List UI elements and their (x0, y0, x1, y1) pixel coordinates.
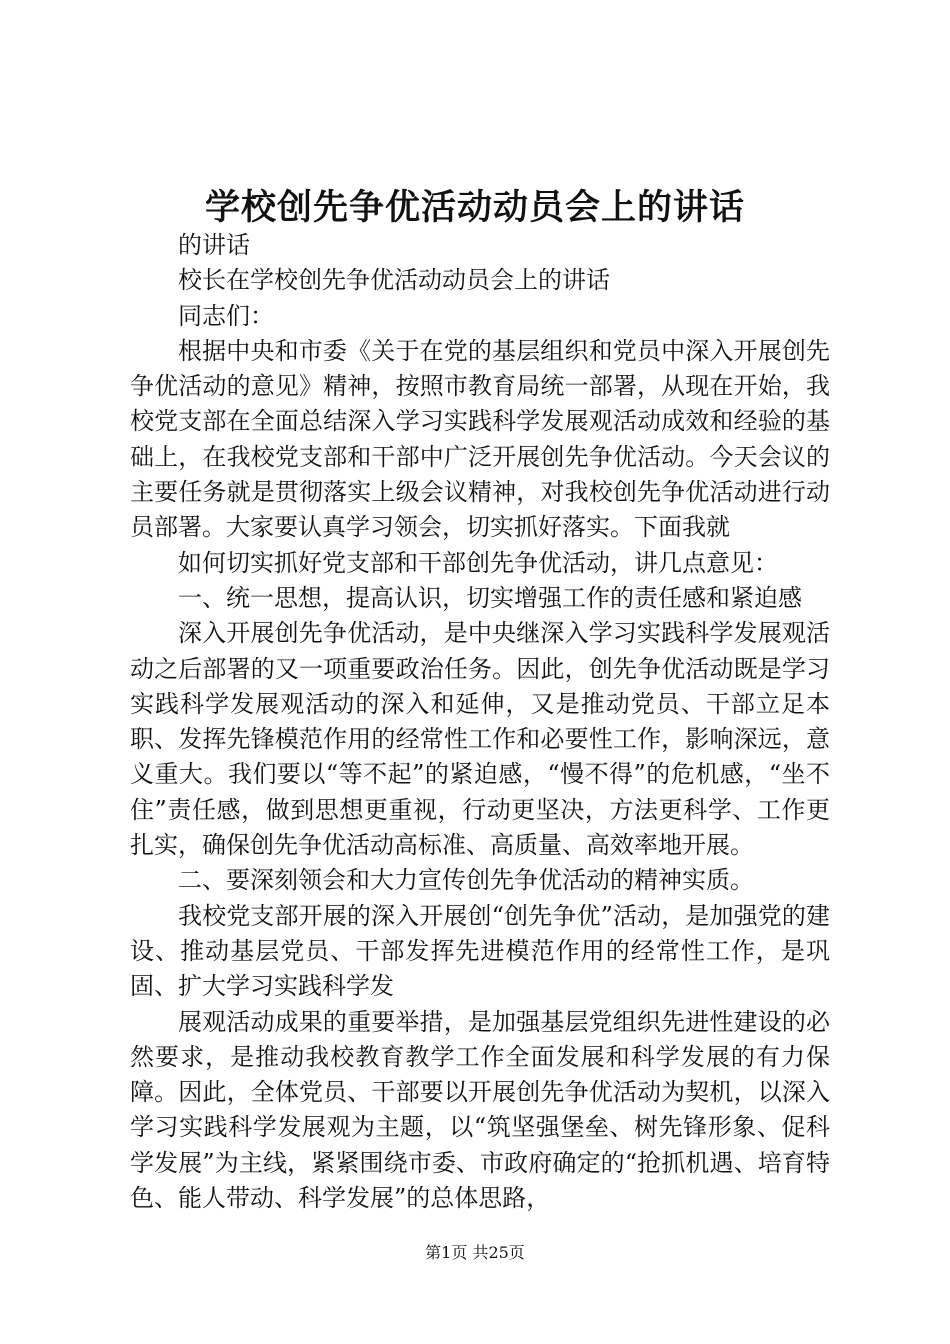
section-heading-2: 二、要深刻领会和大力宣传创先争优活动的精神实质。 (178, 866, 754, 895)
paragraph-10: 展观活动成果的重要举措，是加强基层党组织先进性建设的必然要求，是推动我校教育教学工作全面发展和科学发展的有力保障。因此，全体党员、干部要以开展创先争优活动为契机，以深入学习实践科学发展观为主题，以“筑坚强堡垒、树先锋形象、促科学发展”为主线，紧紧围绕市委、市政府确定的“抢抓机遇、培育特色、能人带动、科学发展”的总体思路， (130, 1007, 830, 1213)
section-heading-1: 一、统一思想，提高认识，切实增强工作的责任感和紧迫感 (178, 583, 802, 612)
paragraph-2: 校长在学校创先争优活动动员会上的讲话 (178, 266, 610, 295)
salutation: 同志们： (178, 301, 274, 330)
paragraph-4: 根据中央和市委《关于在党的基层组织和党员中深入开展创先争优活动的意见》精神，按照市教育局统一部署，从现在开始，我校党支部在全面总结深入学习实践科学发展观活动成效和经验的基础上，在我校党支部和干部中广泛开展创先争优活动。今天会议的主要任务就是贯彻落实上级会议精神，对我校创先争优活动进行动员部署。大家要认真学习领会，切实抓好落实。下面我就 (130, 336, 830, 542)
document-body (130, 228, 830, 1216)
paragraph-7: 深入开展创先争优活动，是中央继深入学习实践科学发展观活动之后部署的又一项重要政治任务。因此，创先争优活动既是学习实践科学发展观活动的深入和延伸，又是推动党员、干部立足本职、发挥先锋模范作用的经常性工作和必要性工作，影响深远，意义重大。我们要以“等不起”的紧迫感，“慢不得”的危机感，“坐不住”责任感，做到思想更重视，行动更坚决，方法更科学、工作更扎实，确保创先争优活动高标准、高质量、高效率地开展。 (130, 619, 830, 860)
paragraph-5: 如何切实抓好党支部和干部创先争优活动，讲几点意见： (178, 548, 778, 577)
paragraph-9: 我校党支部开展的深入开展创“创先争优”活动，是加强党的建设、推动基层党员、干部发挥先进模范作用的经常性工作，是巩固、扩大学习实践科学发 (130, 901, 830, 1001)
page-number: 第1页 共25页 (425, 1243, 525, 1262)
document-title: 学校创先争优活动动员会上的讲话 (204, 187, 745, 228)
paragraph-1: 的讲话 (178, 231, 250, 259)
